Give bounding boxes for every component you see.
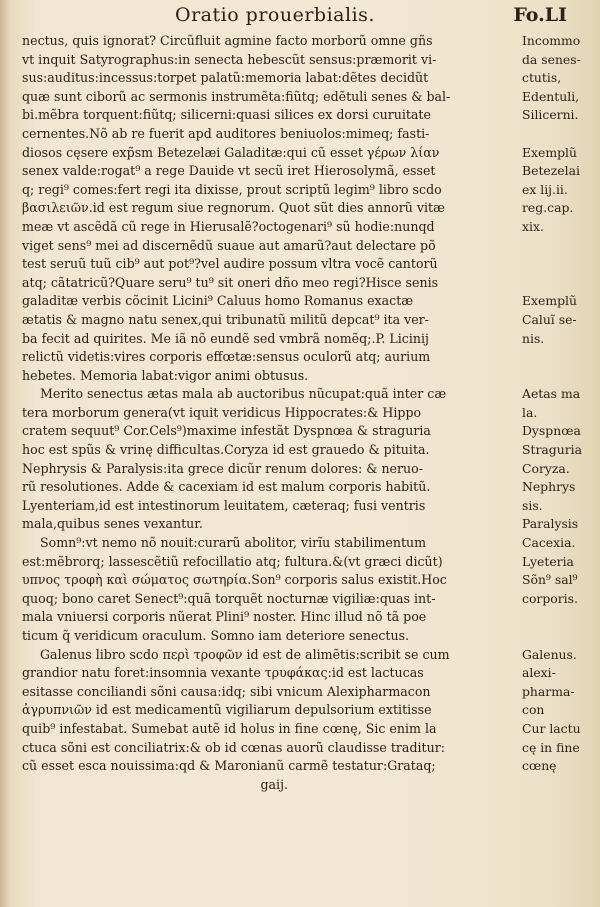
text-line: viget sens⁹ mei ad discernẽdũ suaue aut amarũ?aut delectare põ	[22, 237, 436, 253]
text-line: ἀγρυπνιῶν id est medicamentũ vigiliarum depulsorium extitisse	[22, 702, 432, 718]
margin-note: pharma-	[522, 683, 575, 699]
margin-note: nis.	[522, 330, 545, 346]
margin-note: Coryza.	[522, 460, 570, 476]
margin-note: Exemplũ	[522, 293, 577, 309]
margin-note: Aetas ma	[522, 386, 581, 402]
margin-note: Lyeteria	[522, 553, 574, 569]
text-line: galaditæ verbis cõcinit Licini⁹ Caluus homo Romanus exactæ	[22, 293, 414, 309]
margin-spacer	[522, 237, 600, 256]
text-line: nectus, quis ignorat? Circũfluit agmine facto morborũ omne gñs	[22, 33, 433, 48]
margin-note: da senes-	[522, 51, 581, 67]
margin-note: reg.cap.	[522, 200, 574, 216]
margin-note: Incommo	[522, 33, 581, 48]
text-line: quoq; bono caret Senect⁹:quã torquẽt nocturnæ vigiliæ:quas int-	[22, 590, 436, 606]
margin-note: Silicerni.	[522, 107, 579, 123]
margin-note: ex lij.ii.	[522, 181, 568, 197]
text-line: hoc est spũs & vrinę difficultas.Coryza id est grauedo & pituita.	[22, 442, 430, 458]
text-line: cratem sequut⁹ Cor.Cels⁹)maxime infestãt Dyspnœa & straguria	[22, 423, 431, 439]
text-line: hebetes. Memoria labat:vigor animi obtusus.	[22, 367, 309, 383]
text-line: bi.mẽbra torquent:fiũtq; silicerni:quasi silices ex dorsi curuitate	[22, 107, 431, 123]
text-line: tera morborum genera(vt iquit veridicus Hippocrates:& Hippo	[22, 404, 422, 420]
margin-note: cę in fine	[522, 739, 580, 755]
paragraph	[22, 646, 518, 776]
text-line: ctuca sõni est conciliatrix:& ob id cœnas auorũ claudisse traditur:	[22, 739, 445, 755]
text-line: mala,quibus senes vexantur.	[22, 516, 203, 532]
marginalia-column	[522, 32, 600, 776]
page-gutter-shadow	[0, 0, 10, 907]
text-line: ba fecit ad quirites. Me iã nõ eundẽ sed vmbrã nomẽq;.P. Licinij	[22, 330, 429, 346]
text-line: diosos cęsere exp̃sm Betezelæi Galaditæ:qui cũ esset γέρων λίαν	[22, 144, 440, 160]
text-line: senex valde:rogat⁹ a rege Dauide vt secũ iret Hierosolymã, esset	[22, 163, 436, 179]
margin-note: ctutis,	[522, 70, 562, 86]
text-line: Merito senectus ætas mala ab auctoribus nũcupat:quã inter cæ	[40, 386, 447, 402]
margin-spacer	[522, 274, 600, 293]
margin-note: la.	[522, 404, 538, 420]
margin-note: Cur lactu	[522, 720, 581, 736]
margin-note: Exemplũ	[522, 144, 577, 160]
text-line: sus:auditus:incessus:torpet palatũ:memoria labat:dẽtes decidũt	[22, 70, 429, 86]
margin-note: Nephrys	[522, 479, 576, 495]
margin-spacer	[522, 125, 600, 144]
margin-note-group	[522, 144, 600, 237]
text-line: atq; cãtatricũ?Quare seru⁹ tu⁹ sit oneri dño meo regi?Hisce senis	[22, 274, 439, 290]
text-line: βασιλειῶν.id est regum siue regnorum. Quot sũt dies annorũ vitæ	[22, 200, 445, 216]
margin-note: cœnę	[522, 758, 557, 774]
text-line: quæ sunt ciborũ ac sermonis instrumẽta:fiũtq; edẽtuli senes & bal-	[22, 88, 451, 104]
paragraph	[22, 534, 518, 646]
margin-note: Cacexia.	[522, 535, 576, 551]
margin-note: Dyspnœa	[522, 423, 581, 439]
text-line: rũ resolutiones. Adde & cacexiam id est malum corporis habitũ.	[22, 479, 431, 495]
margin-note: Galenus.	[522, 646, 577, 662]
text-line: q; regi⁹ comes:fert regi ita dixisse, prout scriptũ legim⁹ libro scdo	[22, 181, 442, 197]
margin-note: alexi-	[522, 665, 556, 681]
margin-note: Sõn⁹ sal⁹	[522, 572, 578, 588]
text-line: relictũ videtis:vires corporis effœtæ:sensus oculorũ atq; aurium	[22, 349, 431, 365]
text-line: Galenus libro scdo περὶ τροφῶν id est de alimẽtis:scribit se cum	[40, 646, 450, 662]
text-line: mala vniuersi corporis nũerat Plini⁹ noster. Hinc illud nõ tã poe	[22, 609, 427, 625]
margin-spacer	[522, 608, 600, 627]
margin-note-group	[522, 646, 600, 776]
catchword: gaij.	[260, 776, 288, 792]
margin-spacer	[522, 627, 600, 646]
text-line: est:mẽbrorq; lassescẽtiũ refocillatio atq; fultura.&(vt græci dicũt)	[22, 553, 443, 569]
margin-note: Straguria	[522, 442, 582, 458]
margin-spacer	[522, 255, 600, 274]
text-line: meæ vt ascẽdã cũ rege in Hierusalẽ?octogenari⁹ sũ hodie:nunqd	[22, 218, 435, 234]
text-line: cũ esset esca nouissima:qd & Maronianũ carmẽ testatur:Grataq;	[22, 758, 436, 774]
text-line: υπνος τροφὴ καὶ σώματος σωτηρία.Son⁹ corporis salus existit.Hoc	[22, 572, 447, 588]
margin-note-group	[522, 292, 600, 348]
paragraph	[22, 32, 518, 385]
body-text-block	[22, 32, 518, 794]
paragraph	[22, 385, 518, 534]
text-line: grandior natu foret:insomnia vexante τρυφάκας:id est lactucas	[22, 665, 424, 681]
margin-spacer	[522, 367, 600, 386]
text-line: Lyenteriam,id est intestinorum leuitatem, cæteraq; fusi ventris	[22, 497, 426, 513]
margin-note: Caluĩ se-	[522, 311, 577, 327]
margin-note: con	[522, 702, 545, 718]
text-line: vt inquit Satyrographus:in senecta hebescũt sensus:præmorit vi-	[22, 51, 437, 67]
text-line: test seruũ tuũ cib⁹ aut pot⁹?vel audire possum vltra vocẽ cantorũ	[22, 256, 438, 272]
text-line: ticum q̃ veridicum oraculum. Somno iam deteriore senectus.	[22, 628, 410, 643]
text-line: esitasse conciliandi sõni causa:idq; sibi vnicum Alexipharmacon	[22, 683, 431, 699]
margin-spacer	[522, 348, 600, 367]
margin-note: sis.	[522, 497, 543, 513]
margin-note: corporis.	[522, 590, 578, 606]
margin-note-group	[522, 32, 600, 125]
running-head: Oratio prouerbialis.	[175, 4, 375, 26]
text-line: ætatis & magno natu senex,qui tribunatũ militũ depcat⁹ ita ver-	[22, 311, 429, 327]
margin-note: Betezelai	[522, 163, 580, 179]
text-line: Somn⁹:vt nemo nõ nouit:curarũ abolitor, virĩu stabilimentum	[40, 535, 427, 551]
text-line: Nephrysis & Paralysis:ita grece dicũr renum dolores: & neruo-	[22, 460, 423, 476]
folio-number: Fo.LI	[513, 4, 567, 26]
text-line: cernentes.Nõ ab re fuerit apd auditores beniuolos:mimeq; fasti-	[22, 125, 430, 141]
margin-note: Edentuli,	[522, 88, 580, 104]
text-line: quib⁹ infestabat. Sumebat autẽ id holus in fine cœnę, Sic enim la	[22, 720, 437, 736]
margin-note-group	[522, 385, 600, 608]
page-header	[175, 4, 585, 30]
margin-note: xix.	[522, 218, 544, 234]
margin-note: Paralysis	[522, 516, 579, 532]
